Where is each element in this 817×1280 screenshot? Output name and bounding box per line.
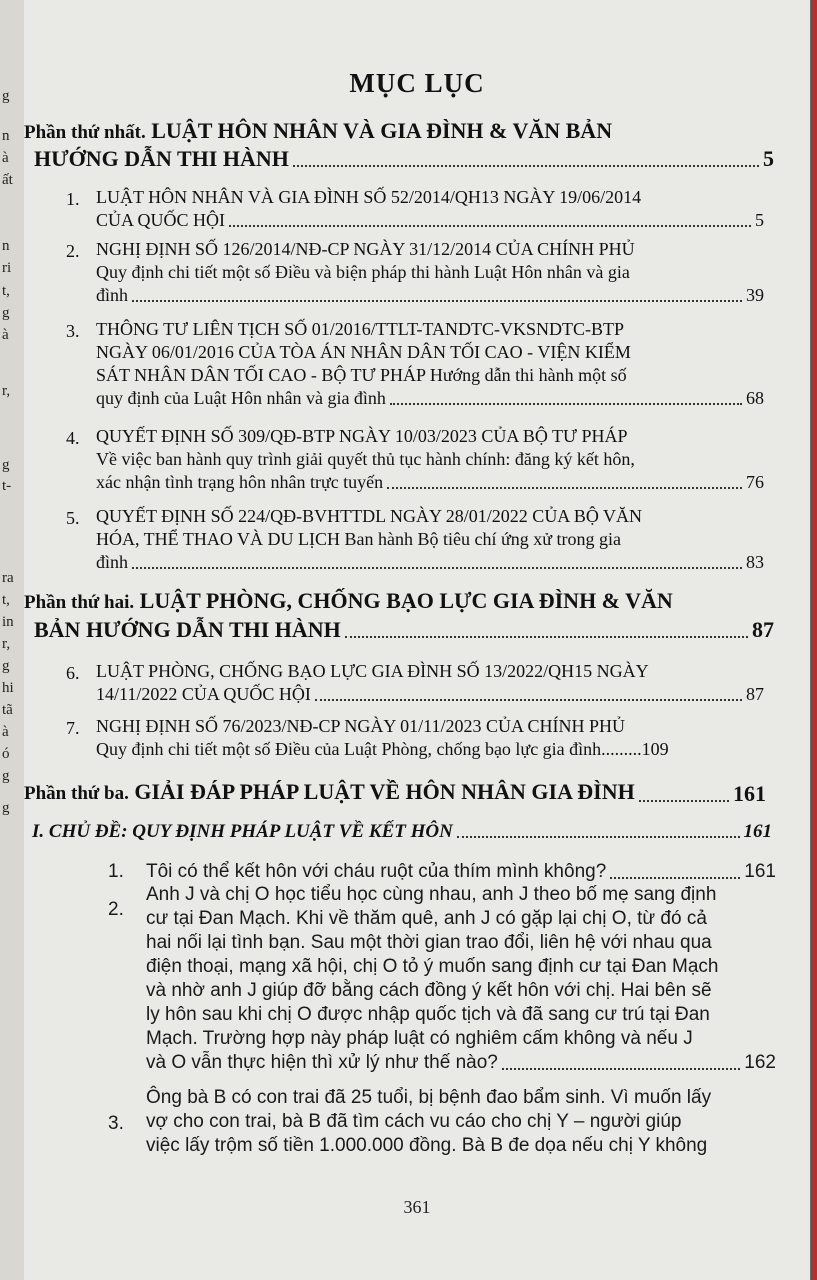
part-title-line: LUẬT HÔN NHÂN VÀ GIA ĐÌNH & VĂN BẢN [151,118,613,143]
dot-leader [387,487,742,489]
adjacent-page-edge [0,0,24,1280]
page-ref: 161 [743,821,772,842]
dot-leader [132,300,742,302]
topic-label: I. CHỦ ĐỀ: QUY ĐỊNH PHÁP LUẬT VỀ KẾT HÔN [32,821,453,842]
page-ref: 5 [763,146,774,171]
margin-fragment: à [2,724,9,740]
entry-line: NGHỊ ĐỊNH SỐ 76/2023/NĐ-CP NGÀY 01/11/2023 CỦA CHÍNH PHỦ [96,716,626,736]
toc-entry-7 [96,715,764,761]
question-line: Ông bà B có con trai đã 25 tuổi, bị bệnh đao bẩm sinh. Vì muốn lấy [146,1087,712,1108]
question-last-line [146,859,776,884]
entry-last-line [96,738,764,761]
page-ref: 87 [752,617,774,642]
dot-leader [390,403,742,405]
question-line: và O vẫn thực hiện thì xử lý như thế nào? [146,1052,498,1073]
part-title-line: HƯỚNG DẪN THI HÀNH [34,146,289,171]
page-ref: 161 [733,781,766,806]
dot-leader [293,165,759,167]
entry-line: HÓA, THỂ THAO VÀ DU LỊCH Ban hành Bộ tiêu chí ứng xử trong gia [96,529,621,549]
margin-fragment: ất [2,172,13,188]
part-heading-2 [24,588,764,616]
part-title-line: GIẢI ĐÁP PHÁP LUẬT VỀ HÔN NHÂN GIA ĐÌNH [134,779,635,804]
part-lead: Phần thứ ba. [24,783,129,804]
entry-line: quy định của Luật Hôn nhân và gia đình [96,388,386,408]
question-number: 3. [108,1113,124,1134]
entry-line: NGÀY 06/01/2016 CỦA TÒA ÁN NHÂN DÂN TỐI CAO - VIỆN KIỂM [96,342,631,362]
question-line: việc lấy trộm số tiền 1.000.000 đồng. Bà B đe dọa nếu chị Y không [146,1135,708,1156]
margin-fragment: tã [2,702,13,718]
margin-fragment: ra [2,570,14,586]
question-3 [146,1086,776,1158]
margin-fragment: g [2,88,10,104]
entry-line: LUẬT HÔN NHÂN VÀ GIA ĐÌNH SỐ 52/2014/QH13 NGÀY 19/06/2014 [96,187,642,207]
part-title-line: BẢN HƯỚNG DẪN THI HÀNH [34,617,341,642]
entry-number: 2. [66,241,80,261]
page-ref: 162 [744,1052,776,1073]
dot-leader [229,225,751,227]
part-heading-1-line2 [34,146,774,172]
entry-line: Quy định chi tiết một số Điều của Luật Phòng, chống bạo lực gia đình......... [96,739,642,759]
entry-line: NGHỊ ĐỊNH SỐ 126/2014/NĐ-CP NGÀY 31/12/2014 CỦA CHÍNH PHỦ [96,239,635,259]
dot-leader [132,567,742,569]
book-cover-edge [811,0,817,1280]
dot-leader [502,1068,740,1070]
margin-fragment: g [2,800,10,816]
question-2 [146,883,776,1075]
entry-line: LUẬT PHÒNG, CHỐNG BẠO LỰC GIA ĐÌNH SỐ 13/2022/QH15 NGÀY [96,661,649,681]
entry-number: 5. [66,508,80,528]
entry-number: 3. [66,321,80,341]
margin-fragment: g [2,305,10,321]
entry-line: đình [96,552,129,572]
page-ref: 161 [744,861,776,882]
entry-last-line [96,471,764,494]
page-ref: 83 [746,552,764,572]
margin-fragment: n [2,128,10,144]
entry-line: THÔNG TƯ LIÊN TỊCH SỐ 01/2016/TTLT-TANDTC-VKSNDTC-BTP [96,319,625,339]
entry-number: 1. [66,189,80,209]
margin-fragment: t, [2,592,10,608]
entry-line: Quy định chi tiết một số Điều và biện pháp thi hành Luật Hôn nhân và gia [96,262,630,282]
entry-line: Về việc ban hành quy trình giải quyết thủ tục hành chính: đăng ký kết hôn, [96,449,635,469]
page-number: 361 [403,1197,431,1217]
part-heading-text [24,779,635,807]
dot-leader [345,636,748,638]
toc-entry-1 [96,186,764,232]
margin-fragment: r, [2,383,11,399]
margin-fragment: in [2,614,14,630]
margin-fragment: n [2,238,10,254]
toc-entry-5 [96,505,764,574]
entry-last-line [96,387,764,410]
entry-line: CỦA QUỐC HỘI [96,210,226,230]
margin-fragment: t- [2,478,12,494]
margin-fragment: g [2,768,10,784]
entry-line: đình [96,285,129,305]
entry-line: QUYẾT ĐỊNH SỐ 309/QĐ-BTP NGÀY 10/03/2023 CỦA BỘ TƯ PHÁP [96,426,628,446]
entry-number: 7. [66,718,80,738]
question-line: Anh J và chị O học tiểu học cùng nhau, anh J theo bố mẹ sang định [146,884,717,905]
margin-fragment: r, [2,636,11,652]
page-ref: 87 [746,684,764,704]
toc-entry-6 [96,660,764,706]
toc-entry-2 [96,238,764,307]
page-ref: 68 [746,388,764,408]
question-number: 2. [108,899,124,920]
question-line: và nhờ anh J giúp đỡ bằng cách đồng ý kết hôn với chị. Hai bên sẽ [146,980,712,1001]
entry-last-line [96,284,764,307]
toc-entry-4 [96,425,764,494]
question-line: điện thoại, mạng xã hội, chị O tỏ ý muốn sang định cư tại Đan Mạch [146,956,719,977]
part-heading-1 [24,118,764,146]
margin-fragment: à [2,327,9,343]
page-ref: 5 [755,210,764,230]
entry-number: 4. [66,428,80,448]
entry-line: SÁT NHÂN DÂN TỐI CAO - BỘ TƯ PHÁP Hướng dẫn thi hành một số [96,365,627,385]
toc-entry-3 [96,318,764,410]
entry-line: QUYẾT ĐỊNH SỐ 224/QĐ-BVHTTDL NGÀY 28/01/2022 CỦA BỘ VĂN [96,506,642,526]
question-number: 1. [108,861,124,882]
margin-fragment: ó [2,746,10,762]
page-ref: 39 [746,285,764,305]
book-page [24,0,810,1280]
margin-fragment: t, [2,283,10,299]
margin-fragment: hi [2,680,14,696]
margin-fragment: g [2,658,10,674]
entry-last-line [96,551,764,574]
question-last-line [146,1051,776,1075]
entry-line: 14/11/2022 CỦA QUỐC HỘI [96,684,311,704]
margin-fragment: g [2,457,10,473]
question-line: cư tại Đan Mạch. Khi về thăm quê, anh J có gặp lại chị O, từ đó cả [146,908,707,929]
margin-fragment: ri [2,260,12,276]
question-line: ly hôn sau khi chị O được nhập quốc tịch và đã sang cư trú tại Đan [146,1004,710,1025]
page-ref: 109 [641,739,669,759]
question-1 [146,859,776,884]
dot-leader [610,877,740,879]
part-heading-2-line2 [34,617,774,643]
question-line: hai nối lại tình bạn. Sau một thời gian trao đổi, liên hệ với nhau qua [146,932,712,953]
entry-last-line [96,209,764,232]
part-lead: Phần thứ hai. [24,592,135,613]
dot-leader [315,699,742,701]
entry-line: xác nhận tình trạng hôn nhân trực tuyến [96,472,384,492]
page-ref: 76 [746,472,764,492]
question-line: Tôi có thể kết hôn với cháu ruột của thím mình không? [146,861,607,882]
entry-last-line [96,683,764,706]
part-title-line: LUẬT PHÒNG, CHỐNG BẠO LỰC GIA ĐÌNH & VĂN [139,588,673,613]
dot-leader [639,800,729,802]
margin-fragment: à [2,150,9,166]
entry-number: 6. [66,663,80,683]
page-title: MỤC LỤC [349,68,485,98]
part-lead: Phần thứ nhất. [24,122,146,143]
question-line: vợ cho con trai, bà B đã tìm cách vu cáo cho chị Y – người giúp [146,1111,682,1132]
part-heading-3 [24,779,766,807]
dot-leader [457,836,740,838]
topic-heading [32,821,772,843]
question-line: Mạch. Trường hợp này pháp luật có nghiêm cấm không và nếu J [146,1028,693,1049]
